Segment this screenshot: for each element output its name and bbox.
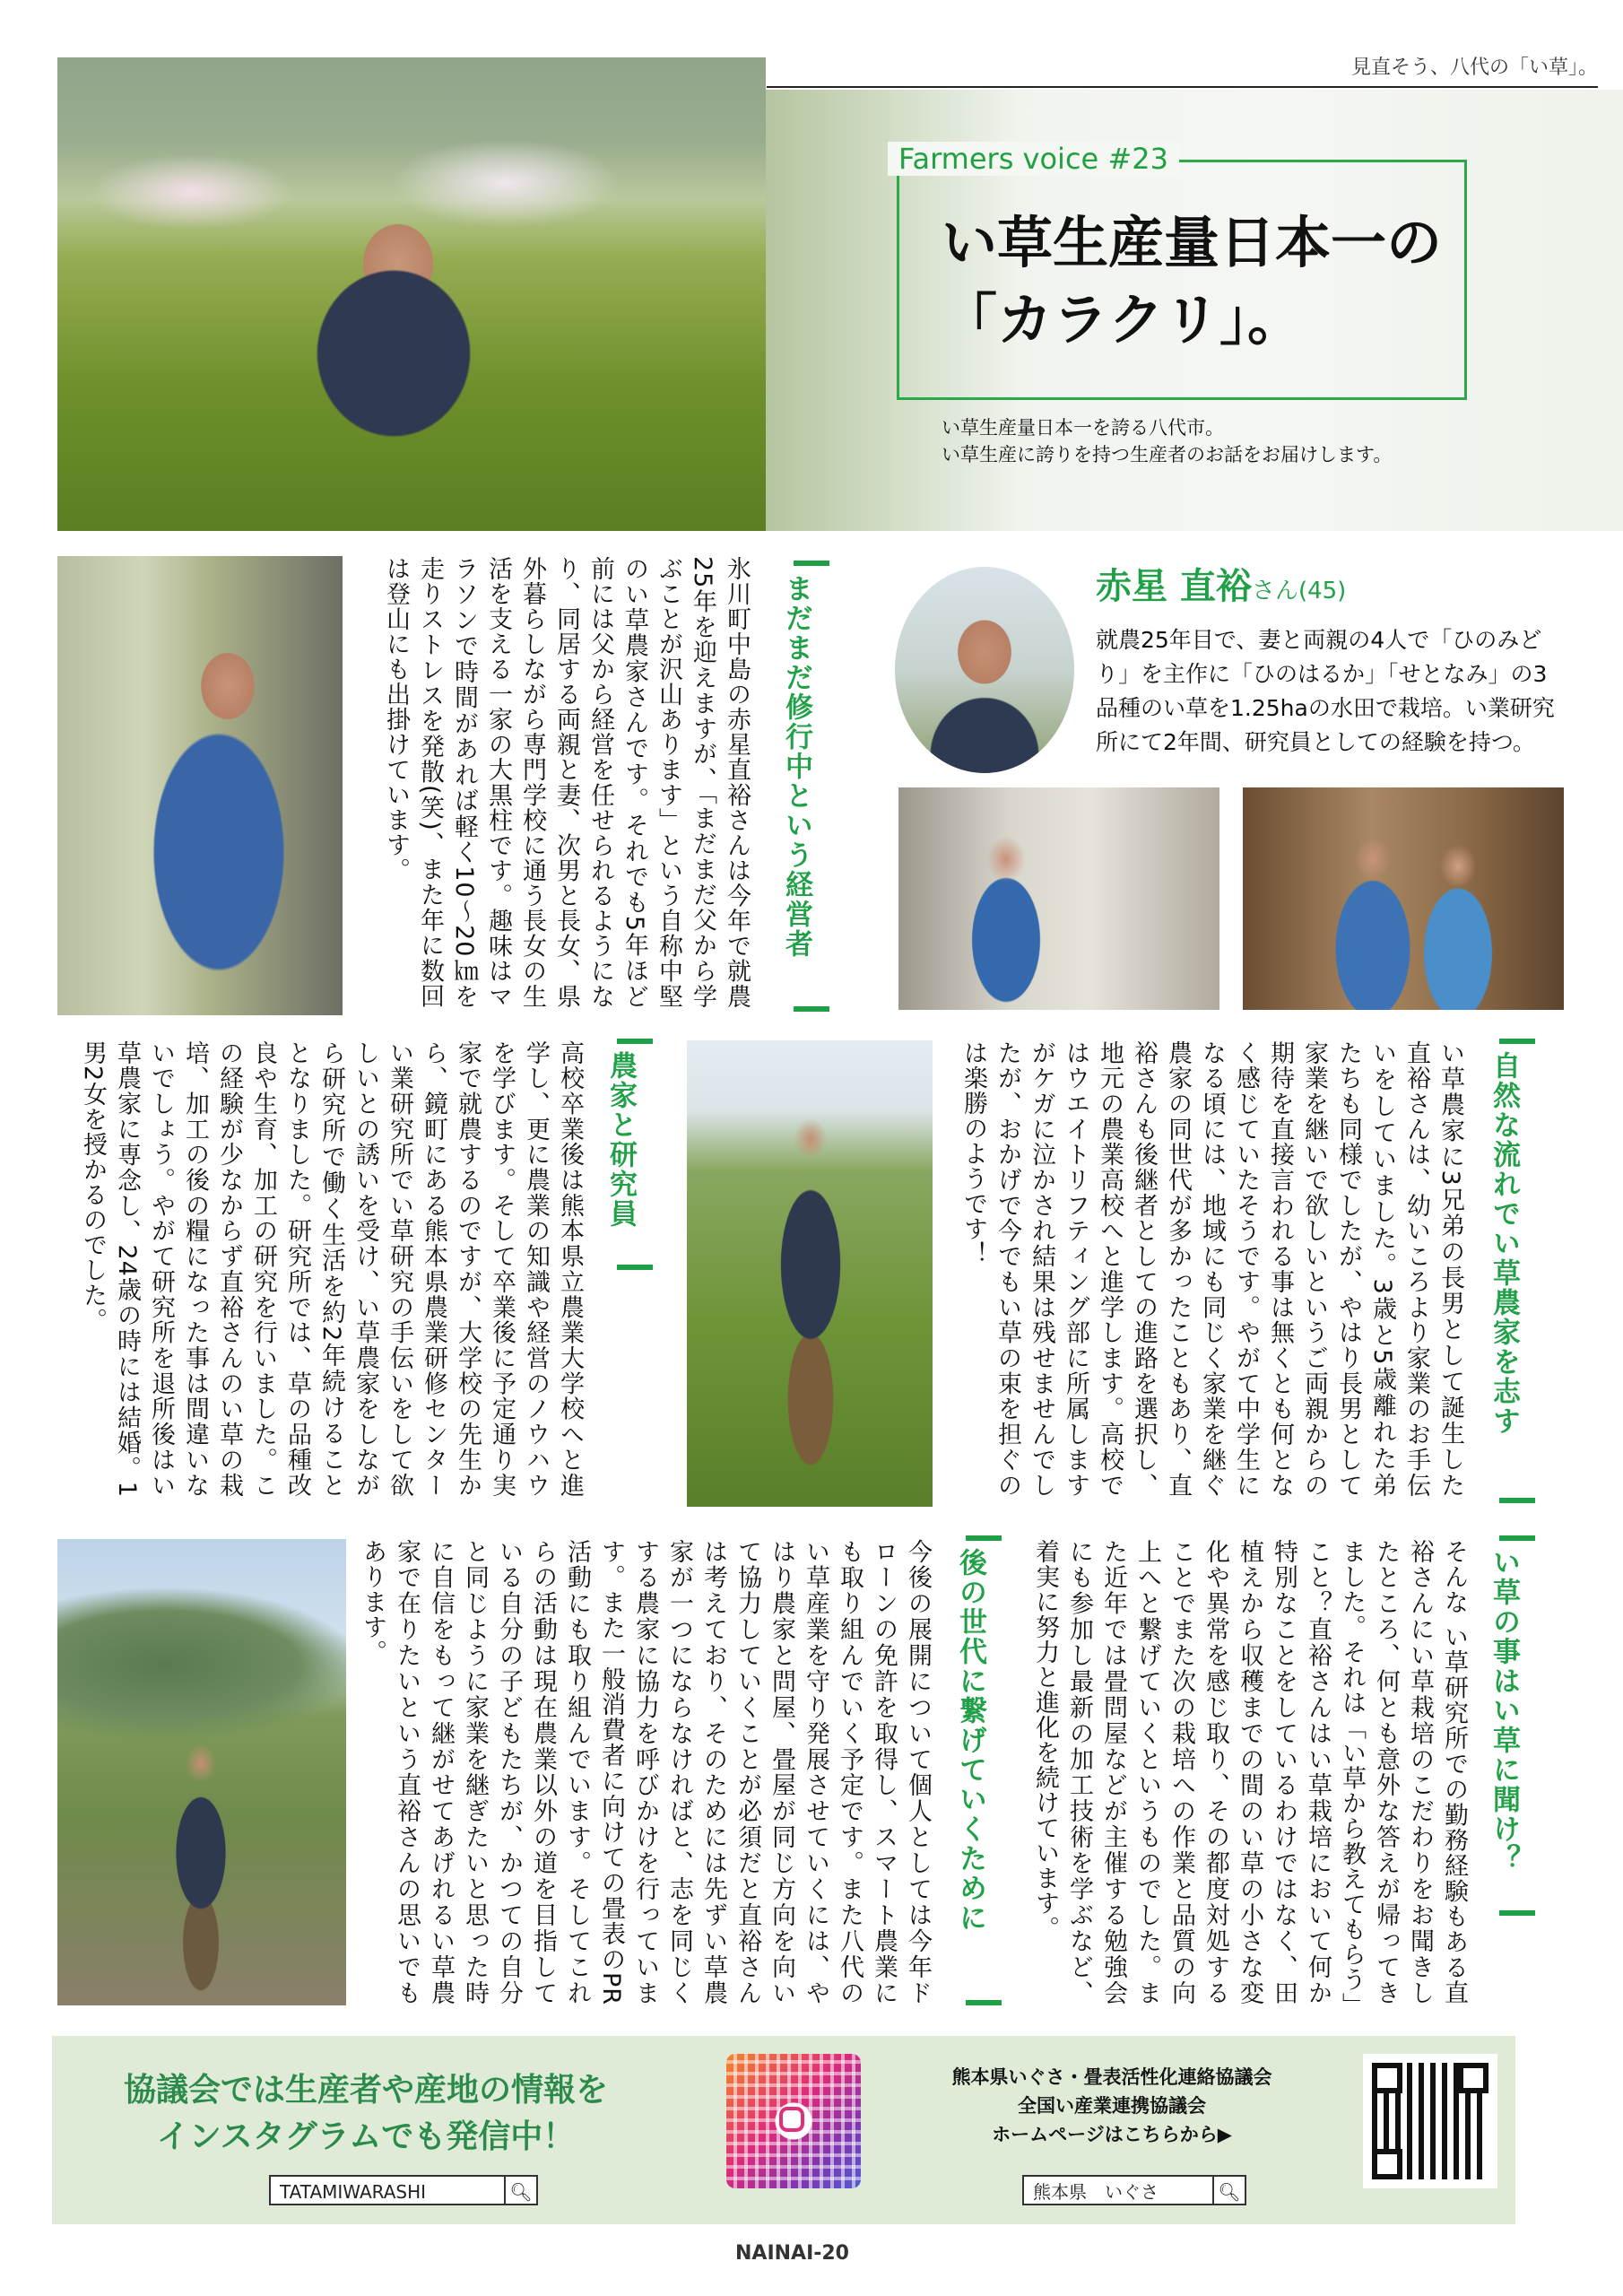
homepage-qr-code[interactable] (1363, 2054, 1497, 2188)
section-5-bar-end (966, 2000, 1002, 2005)
photo-couple (1243, 787, 1564, 1010)
series-label: Farmers voice #23 (888, 142, 1179, 176)
section-3-bar-end (617, 1265, 653, 1270)
section-2-bar (1499, 1039, 1535, 1044)
hero-photo (57, 57, 766, 531)
section-5-heading: 後の世代に繋げていくために (954, 1548, 986, 1933)
photo-machine (898, 787, 1219, 1010)
instagram-search-text: TATAMIWARASHI (280, 2181, 427, 2203)
section-1-bar (794, 561, 829, 566)
section-3-bar (617, 1039, 653, 1044)
instagram-message: 協議会では生産者や産地の情報を インスタグラムでも発信中！ (123, 2072, 608, 2155)
article-title: い草生産量日本一の 「カラクリ」。 (942, 210, 1443, 352)
organization-info[interactable]: 熊本県いぐさ・畳表活性化連絡協議会 全国い産業連携協議会 ホームページはこちらから▶ (951, 2066, 1272, 2145)
photo-field-standing (687, 1040, 933, 1507)
article-intro: い草生産量日本一を誇る八代市。 い草生産に誇りを持つ生産者のお話をお届けします。 (942, 417, 1393, 465)
search-icon[interactable]: 🔍︎ (1212, 2177, 1245, 2204)
homepage-search-text: 熊本県 いぐさ (1033, 2181, 1159, 2203)
photo-holding-bundle (57, 556, 343, 1015)
homepage-search-box[interactable] (1022, 2175, 1246, 2205)
section-2-heading: 自然な流れでい草農家を志す (1488, 1051, 1520, 1436)
section-4-body: そんな い草研究所での勤務経験もある直裕さんにい草栽培のこだわりをお聞きしたところ、何とも意外な答えが帰ってきました。それは「い草から教えてもらう」こと？直裕さんはい草栽培において何か特別なことをしているわけではなく、田植えから収穫までの間のい草の小さな変化や異常を感じ取り、その都度対処することでまた次の栽培への作業と品質の向上へと繋げていくというものでした。また近年では畳問屋などが主催する勉強会にも参加し最新の加工技術を学ぶなど、着実に努力と進化を続けています。 (1031, 1539, 1468, 2005)
farmer-name (1096, 558, 1346, 609)
section-3-body: 高校卒業後は熊本県立農業大学校へと進学し、更に農業の知識や経営のノウハウを学びます。そして卒業後に予定通り実家で就農するのですが、大学校の先生から、鏡町にある熊本県農業研修センターい業研究所でい草研究の手伝いをして欲しいとの誘いを受け、い草農家をしながら研究所で働く生活を約2年続けることとなりました。研究所では、草の品種改良や生育、加工の研究を行いました。この経験が少なからず直裕さんのい草の栽培、加工の後の糧になった事は間違いないでしょう。やがて研究所を退所後はい草農家に専念し、24歳の時には結婚。1男2女を授かるのでした。 (79, 1040, 584, 1498)
section-1-bar-end (794, 1006, 829, 1012)
header-rule (767, 86, 1598, 88)
farmer-age: さん(45) (1251, 578, 1347, 604)
profile-photo (895, 567, 1074, 773)
search-icon[interactable]: 🔍︎ (504, 2177, 536, 2204)
section-4-bar-end (1499, 1910, 1535, 1916)
section-5-body: 今後の展開について個人としては今年ドローンの免許を取得し、スマート農業にも取り組んでいく予定です。また八代のい草産業を守り発展させていくには、やはり農家と問屋、畳屋が同じ方向を向いて協力していくことが必須だと直裕さんは考えており、そのためには先ずい草農家が一つにならなければと、志を同じくする農家に協力を呼びかけを行っています。また一般消費者に向けての畳表のPR活動にも取り組んでいます。そしてこれらの活動は現在農業以外の道を目指している自分の子どもたちが、かつての自分と同じように家業を継ぎたいと思った時に自信をもって継がせてあげれるい草農家で在りたいという直裕さんの思いでもあります。 (359, 1539, 932, 2005)
section-1-heading: まだまだ修行中という経営者 (780, 574, 812, 959)
page-number: NAINAI-20 (735, 2242, 849, 2265)
section-2-body: い草農家に3兄弟の長男として誕生した直裕さんは、幼いころより家業のお手伝いをしていました。3歳と5歳離れた弟たちも同様でしたが、やはり長男として家業を継いで欲しいというご両親からの期待を直接言われる事は無くとも何となく感じていたそうです。やがて中学生になる頃には、地域にも同じく家業を継ぐ農家の同世代が多かったこともあり、直裕さんも後継者としての進路を選択し、地元の農業高校へと進学します。高校ではウエイトリフティング部に所属しますがケガに泣かされ結果は残せませんでしたが、おかげで今でもい草の束を担ぐのは楽勝のようです！ (959, 1040, 1464, 1498)
section-1-body: 氷川町中島の赤星直裕さんは今年で就農25年を迎えますが、「まだまだ父から学ぶことが沢山あります」という自称中堅のい草農家さんです。それでも5年ほど前には父から経営を任せられるようになり、同居する両親と妻、次男と長女、県外暮らしながら専門学校に通う長女の生活を支える一家の大黒柱です。趣味はマラソンで時間があれば軽く10～20㎞を走りストレスを発散(笑)、また年に数回は登山にも出掛けています。 (382, 556, 751, 1010)
section-3-heading: 農家と研究員 (604, 1051, 637, 1229)
farmer-name-text: 赤星 直裕 (1096, 566, 1252, 607)
page-tagline: 見直そう、八代の「い草」。 (1350, 57, 1598, 79)
instagram-search-box[interactable] (269, 2175, 538, 2205)
instagram-icon (779, 2107, 804, 2132)
section-4-heading: い草の事はい草に聞け？ (1488, 1548, 1520, 1874)
section-5-bar (966, 1535, 1002, 1541)
farmer-profile: 就農25年目で、妻と両親の4人で「ひのみどり」を主作に「ひのはるか」「せとなみ」の3品種のい草を1.25haの水田で栽培。い業研究所にて2年間、研究員としての経験を持つ。 (1096, 627, 1555, 755)
photo-wet-field (57, 1539, 346, 2005)
section-4-bar (1499, 1535, 1535, 1541)
section-2-bar-end (1499, 1498, 1535, 1503)
